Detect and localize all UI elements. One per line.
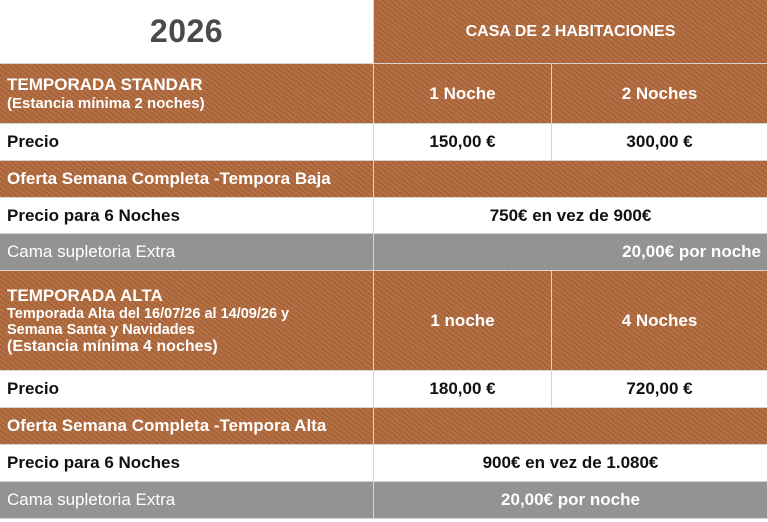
high-extra-bed-label-cell [0, 482, 374, 519]
standard-offer-title-row [0, 161, 768, 198]
house-type-cell [374, 0, 768, 64]
high-col2-label: 4 Noches [621, 310, 698, 330]
high-season-title: TEMPORADA ALTA [7, 285, 163, 305]
high-price-1: 180,00 € [429, 379, 496, 398]
high-col1-cell [374, 271, 552, 371]
high-price-label: Precio [7, 379, 59, 398]
high-offer-value-cell [374, 445, 768, 482]
high-season-holidays: Semana Santa y Navidades [7, 321, 195, 338]
high-offer-label: Precio para 6 Noches [7, 453, 180, 472]
standard-col1-cell [374, 64, 552, 124]
standard-price-label: Precio [7, 132, 59, 151]
high-price-label-cell [0, 371, 374, 408]
header-row [0, 0, 768, 64]
standard-season-row [0, 64, 768, 124]
standard-extra-bed-value-cell [374, 234, 768, 271]
high-price-1-cell [374, 371, 552, 408]
high-extra-bed-value: 20,00€ por noche [501, 490, 640, 509]
standard-extra-bed-label-cell [0, 234, 374, 271]
high-extra-bed-row [0, 482, 768, 519]
standard-season-subtitle: (Estancia mínima 2 noches) [7, 95, 205, 112]
high-season-title-cell [0, 271, 374, 371]
house-type-label: CASA DE 2 HABITACIONES [465, 22, 676, 40]
high-extra-bed-label: Cama supletoria Extra [7, 490, 176, 509]
standard-season-title: TEMPORADA STANDAR [7, 75, 203, 94]
standard-offer-row [0, 198, 768, 234]
standard-price-2-cell [552, 124, 768, 161]
standard-price-2: 300,00 € [626, 132, 693, 151]
high-season-min-stay: (Estancia mínima 4 noches) [7, 337, 218, 355]
high-col1-label: 1 noche [430, 310, 495, 330]
standard-offer-label: Precio para 6 Noches [7, 205, 180, 225]
standard-price-label-cell [0, 124, 374, 161]
year-cell [0, 0, 374, 64]
standard-extra-bed-label: Cama supletoria Extra [7, 242, 176, 261]
high-offer-title: Oferta Semana Completa -Tempora Alta [7, 416, 327, 435]
high-offer-value: 900€ en vez de 1.080€ [482, 453, 659, 472]
high-offer-label-cell [0, 445, 374, 482]
standard-offer-title-fill [374, 161, 768, 198]
high-offer-title-fill [374, 408, 768, 445]
standard-col2-label: 2 Noches [621, 83, 698, 103]
high-price-2: 720,00 € [626, 379, 693, 398]
high-season-dates: Temporada Alta del 16/07/26 al 14/09/26 y [7, 305, 290, 322]
standard-offer-value-cell [374, 198, 768, 234]
high-col2-cell [552, 271, 768, 371]
standard-price-1-cell [374, 124, 552, 161]
standard-offer-title: Oferta Semana Completa -Tempora Baja [7, 169, 331, 188]
standard-price-row [0, 124, 768, 161]
standard-extra-bed-value: 20,00€ por noche [622, 242, 761, 261]
standard-extra-bed-row [0, 234, 768, 271]
standard-col1-label: 1 Noche [429, 83, 496, 103]
high-offer-row [0, 445, 768, 482]
high-price-2-cell [552, 371, 768, 408]
standard-price-1: 150,00 € [429, 132, 496, 151]
high-season-row [0, 271, 768, 371]
high-extra-bed-value-cell [374, 482, 768, 519]
standard-offer-value: 750€ en vez de 900€ [489, 205, 652, 225]
standard-offer-title-cell [0, 161, 374, 198]
high-offer-title-cell [0, 408, 374, 445]
year-label: 2026 [149, 13, 224, 49]
standard-offer-label-cell [0, 198, 374, 234]
standard-col2-cell [552, 64, 768, 124]
high-offer-title-row [0, 408, 768, 445]
standard-season-title-cell [0, 64, 374, 124]
high-price-row [0, 371, 768, 408]
